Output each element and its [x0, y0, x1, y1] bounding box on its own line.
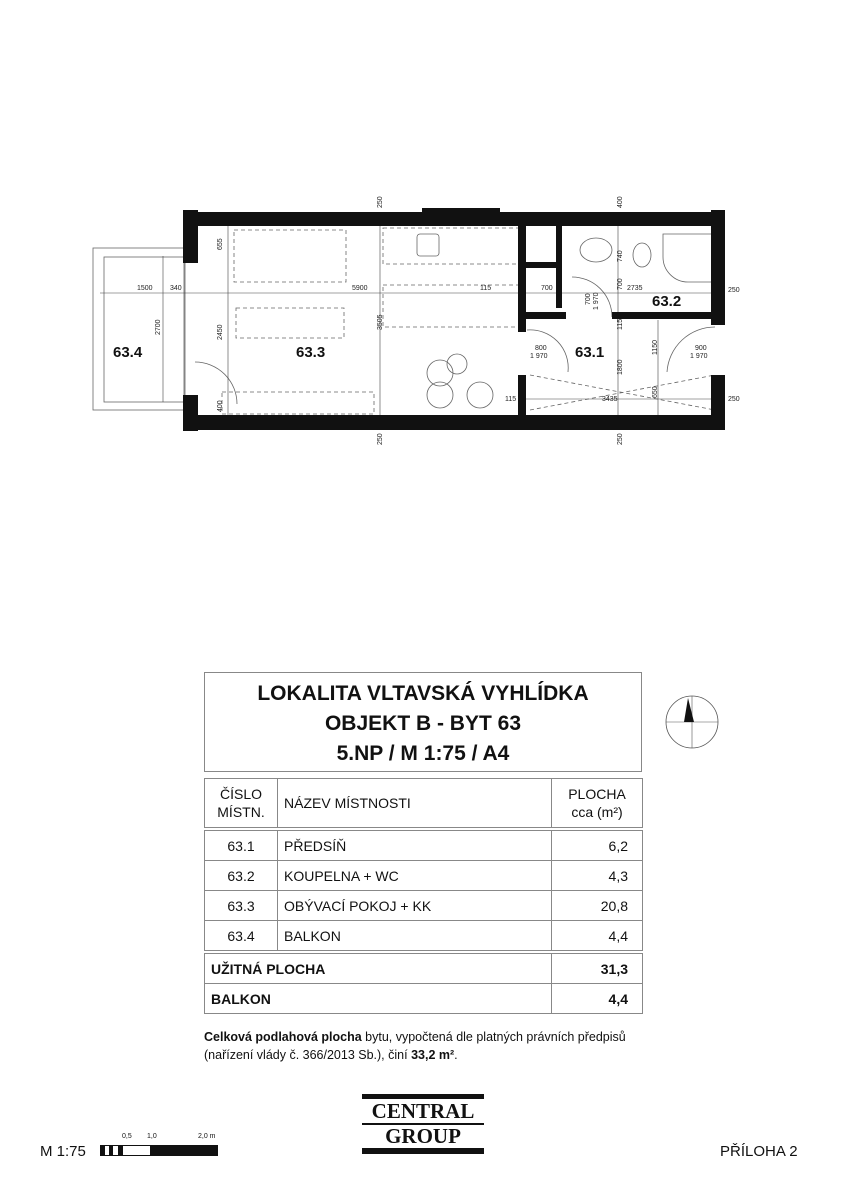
note-bold: Celková podlahová plocha [204, 1030, 362, 1044]
room-name: KOUPELNA + WC [278, 861, 552, 891]
svg-text:115: 115 [505, 396, 517, 403]
entry-room-door-swing [527, 330, 568, 372]
svg-text:655: 655 [217, 238, 224, 250]
table-row [205, 891, 643, 921]
room-name: OBÝVACÍ POKOJ + KK [278, 891, 552, 921]
room-area: 4,4 [552, 921, 643, 951]
floor-plan [0, 0, 848, 470]
room-label-63-4: 63.4 [113, 344, 143, 361]
attachment-label: PŘÍLOHA 2 [720, 1143, 798, 1160]
svg-text:1800: 1800 [617, 359, 624, 375]
svg-text:900: 900 [695, 345, 707, 352]
room-label-63-1: 63.1 [575, 344, 605, 361]
svg-text:115: 115 [480, 285, 492, 292]
svg-text:3435: 3435 [602, 396, 618, 403]
toilet-icon [633, 243, 651, 267]
svg-text:650: 650 [652, 386, 659, 398]
furniture [222, 228, 715, 414]
scale-label: M 1:75 [40, 1143, 86, 1160]
svg-text:3505: 3505 [377, 314, 384, 330]
balcony-rail [104, 257, 184, 402]
header-number: ČÍSLO [219, 786, 262, 802]
svg-text:1 970: 1 970 [593, 292, 600, 310]
svg-text:400: 400 [617, 196, 624, 208]
room-area: 6,2 [552, 831, 643, 861]
svg-text:250: 250 [728, 396, 740, 403]
room-number: 63.1 [205, 831, 278, 861]
header-area: PLOCHA [568, 786, 626, 802]
svg-text:1 970: 1 970 [530, 353, 548, 360]
svg-text:250: 250 [377, 196, 384, 208]
svg-text:2735: 2735 [627, 285, 643, 292]
logo-line-1: CENTRAL [371, 1099, 475, 1123]
room-table [204, 778, 643, 1014]
svg-text:1500: 1500 [137, 285, 153, 292]
north-arrow-icon [664, 694, 720, 750]
svg-text:2450: 2450 [217, 324, 224, 340]
title-floor-scale: 5.NP / M 1:75 / A4 [336, 742, 510, 765]
central-group-logo [362, 1094, 484, 1156]
svg-text:1150: 1150 [652, 339, 659, 355]
scale-bar [100, 1133, 216, 1163]
svg-text:250: 250 [728, 287, 740, 294]
total-row-balcony [205, 984, 643, 1014]
room-area: 20,8 [552, 891, 643, 921]
svg-text:700: 700 [585, 293, 592, 305]
table-row [205, 861, 643, 891]
room-label-63-2: 63.2 [652, 293, 682, 310]
header-number-2: MÍSTN. [217, 804, 265, 820]
shower-icon [663, 234, 712, 282]
room-number: 63.3 [205, 891, 278, 921]
washbasin-icon [580, 238, 612, 262]
room-name: BALKON [278, 921, 552, 951]
total-value: 4,4 [552, 984, 643, 1014]
title-locality: LOKALITA VLTAVSKÁ VYHLÍDKA [257, 682, 589, 705]
svg-text:2700: 2700 [155, 319, 162, 335]
room-name: PŘEDSÍŇ [278, 831, 552, 861]
room-number: 63.4 [205, 921, 278, 951]
table-row [205, 831, 643, 861]
svg-text:340: 340 [170, 285, 182, 292]
svg-text:5900: 5900 [352, 285, 368, 292]
title-object: OBJEKT B - BYT 63 [324, 712, 522, 735]
svg-text:400: 400 [217, 400, 224, 412]
total-label: UŽITNÁ PLOCHA [205, 954, 552, 984]
room-label-63-3: 63.3 [296, 344, 326, 361]
svg-text:115: 115 [617, 318, 624, 330]
floor-area-note [204, 1028, 644, 1064]
entrance-door-swing [667, 327, 715, 372]
header-area-unit: cca (m²) [571, 804, 623, 820]
header-name: NÁZEV MÍSTNOSTI [278, 779, 552, 828]
svg-text:1 970: 1 970 [690, 353, 708, 360]
note-total-area: 33,2 m² [411, 1048, 455, 1062]
room-number: 63.2 [205, 861, 278, 891]
svg-text:700: 700 [541, 285, 553, 292]
total-row-usable [205, 954, 643, 984]
room-area: 4,3 [552, 861, 643, 891]
bath-door-swing [572, 277, 612, 317]
svg-text:250: 250 [377, 433, 384, 445]
walls [183, 208, 725, 431]
svg-text:250: 250 [617, 433, 624, 445]
table-row [205, 921, 643, 951]
svg-text:700: 700 [617, 278, 624, 290]
scale-tick: 0,5 [122, 1133, 132, 1140]
scale-tick: 2,0 m [198, 1133, 216, 1140]
balcony-door-swing [195, 362, 237, 404]
svg-text:800: 800 [535, 345, 547, 352]
sink-icon [417, 234, 439, 256]
note-end: . [454, 1048, 458, 1062]
table-header [205, 779, 643, 828]
title-block [204, 672, 642, 772]
note-text: bytu, vypočtená dle platných právních předpisů (nařízení vlády č. 366/2013 Sb.), činí [204, 1030, 626, 1062]
balcony-outline [93, 248, 185, 410]
scale-tick: 1,0 [147, 1133, 157, 1140]
total-label: BALKON [205, 984, 552, 1014]
logo-line-2: GROUP [385, 1124, 461, 1148]
total-value: 31,3 [552, 954, 643, 984]
svg-text:740: 740 [617, 250, 624, 262]
